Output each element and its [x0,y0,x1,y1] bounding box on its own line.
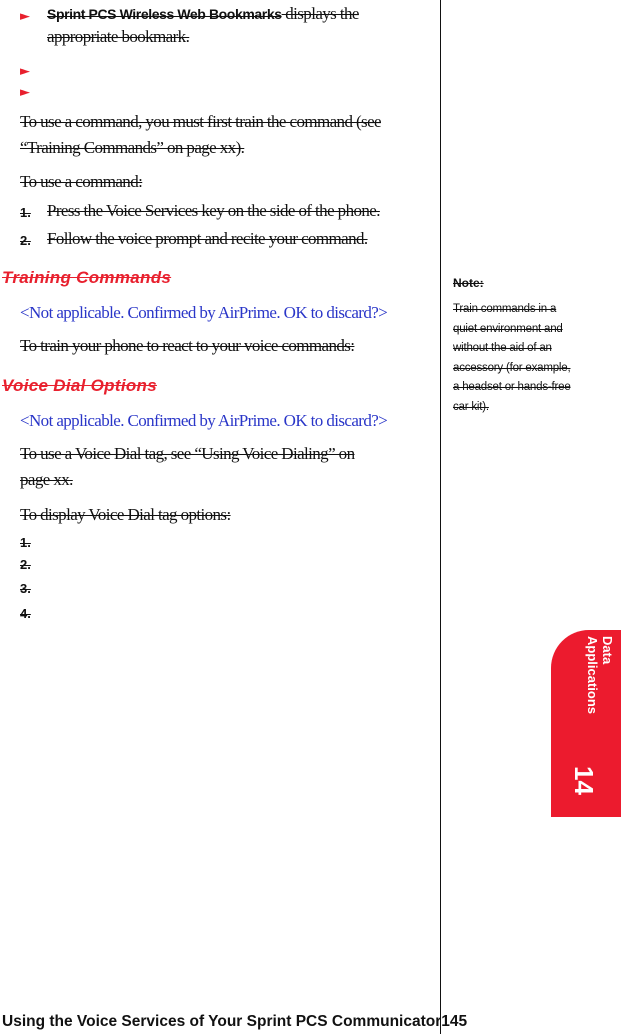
section-heading: Training Commands [2,268,172,287]
bullet-arrow-icon: ► [20,85,30,100]
paragraph-line: To use a command, you must first train the command (see [20,112,381,131]
paragraph: To use a command: [20,172,143,191]
footer-title: Using the Voice Services of Your Sprint PCS Communicator [2,1013,442,1030]
bullet-arrow-icon: ► [20,64,30,79]
step-number: 1. [20,205,31,220]
bullet-item [47,4,359,24]
paragraph: To display Voice Dial tag options: [20,505,231,524]
step-number: 4. [20,606,31,621]
note-line: Train commands in a [453,303,557,315]
chapter-tab-label-line: Data [600,636,615,665]
column-divider [440,0,441,1034]
bullet-arrow-icon: ► [20,9,30,24]
paragraph-line: page xx. [20,470,73,489]
page-number: 145 [441,1013,468,1030]
note-line: car kit). [453,400,489,413]
step-number: 2. [20,233,31,248]
step-number: 1. [20,535,31,550]
bullet-text-line2: appropriate bookmark. [47,27,190,46]
paragraph-line: “Training Commands” on page xx). [20,138,245,157]
paragraph-line: To use a Voice Dial tag, see “Using Voice Dialing” on [20,444,355,463]
step-text: Follow the voice prompt and recite your command. [47,229,368,248]
note-line: without the aid of an [453,342,552,354]
step-text: Press the Voice Services key on the side of the phone. [47,201,380,220]
note-line: quiet environment and [453,322,563,335]
chapter-tab-label-line: Applications [585,636,600,715]
page-footer [2,1013,467,1031]
chapter-number: 14 [569,766,599,795]
editor-note: <Not applicable. Confirmed by AirPrime. OK to discard?> [20,303,388,322]
editor-note: <Not applicable. Confirmed by AirPrime. OK to discard?> [20,411,388,430]
note-title: Note: [453,276,484,290]
note-line: accessory (for example, [453,361,571,374]
step-number: 3. [20,581,31,596]
bullet-bold-text: Sprint PCS Wireless Web Bookmarks [47,6,282,22]
note-body [453,300,571,417]
section-heading: Voice Dial Options [2,376,157,395]
paragraph: To train your phone to react to your voice commands: [20,336,355,355]
step-number: 2. [20,557,31,572]
note-line: a headset or hands-free [453,381,571,393]
bullet-text: displays the [281,4,359,23]
chapter-tab-label [559,636,615,726]
chapter-tab[interactable] [551,630,621,817]
